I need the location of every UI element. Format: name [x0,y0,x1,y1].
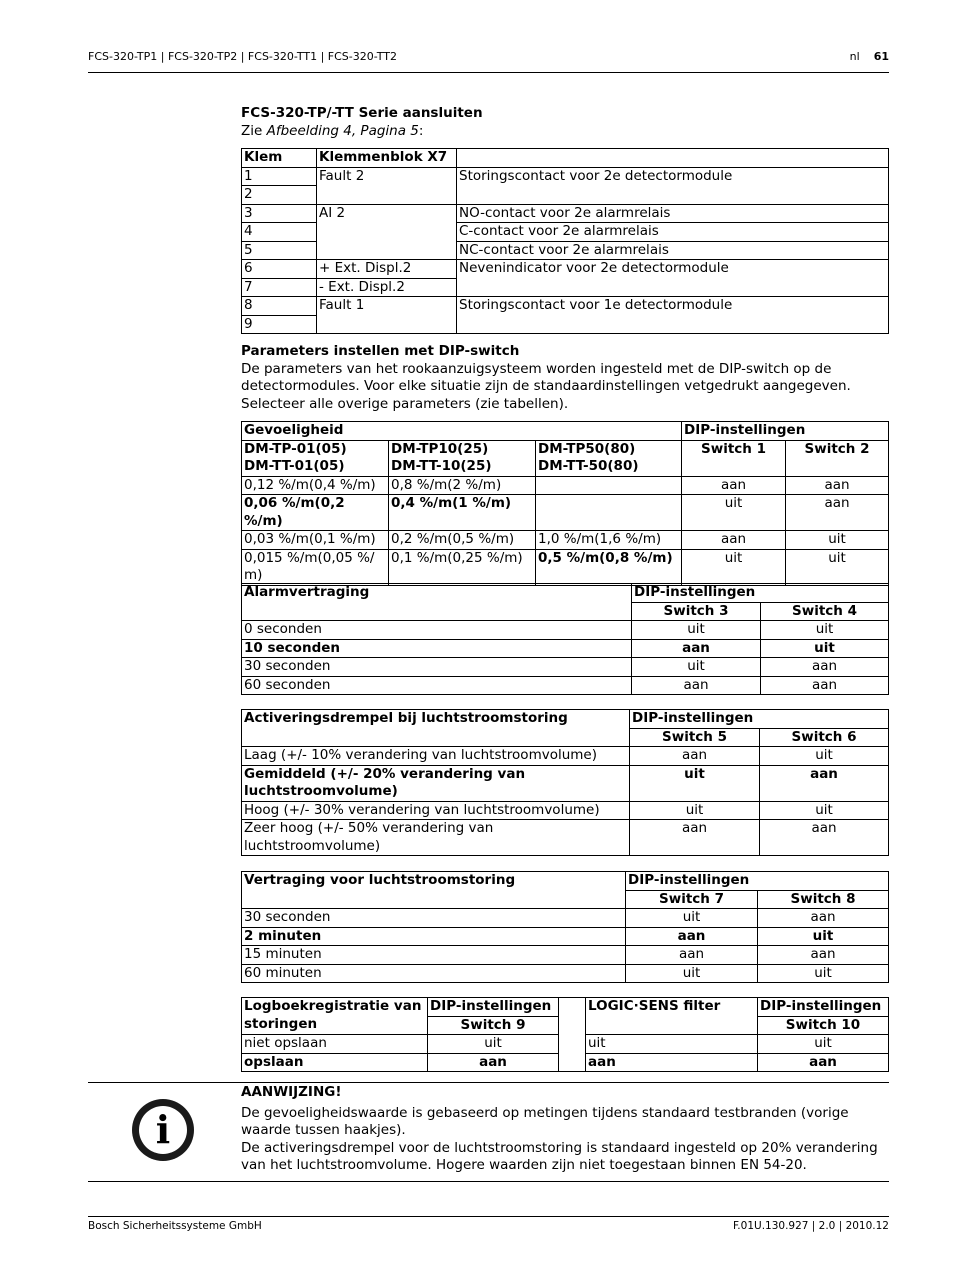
cell-default: 0,06 %/m(0,2 %/m) [242,495,389,531]
col-header-switch7: Switch 7 [626,890,758,909]
dip-header: DIP-instellingen [632,584,889,603]
footer-rule [88,1216,889,1217]
cell-default: uit [630,765,760,801]
dip-header: DIP-instellingen [758,998,889,1017]
cell: aan [630,747,760,766]
section-reference: Zie Afbeelding 4, Pagina 5: [241,122,424,139]
cell [536,476,682,495]
header-lang: nl [849,50,860,63]
table-row [242,747,889,766]
airflow-delay-table [241,871,889,983]
cell: uit [786,549,889,585]
cell: 60 minuten [242,964,626,983]
klem-cell: 7 [242,278,317,297]
block-cell: AI 2 [317,204,457,260]
desc-cell: Nevenindicator voor 2e detectormodule [457,260,889,297]
cell: uit [586,1035,758,1054]
col-header-block: Klemmenblok X7 [317,149,457,168]
col-header-tp50: DM-TP50(80) DM-TT-50(80) [536,440,682,476]
section-body: De parameters van het rookaanzuigsysteem worden ingesteld met de DIP-switch op de detectormodules. Voor elke situatie zijn de standaardinstellingen vetgedrukt aangegeven. Selecteer alle overige parameters (zie tabellen). [241,360,851,412]
cell-default: aan [760,765,889,801]
table-row [242,476,889,495]
table-row [242,820,889,856]
cell: uit [626,964,758,983]
table-header-row [242,998,889,1017]
cell-default: aan [428,1053,559,1072]
table-header-row [242,584,889,603]
note-bottom-rule [88,1181,889,1182]
klem-cell: 2 [242,186,317,205]
cell-default: uit [761,639,889,658]
cell: aan [758,946,889,965]
klem-cell: 8 [242,297,317,316]
table-row [242,167,889,186]
cell: Zeer hoog (+/- 50% verandering van luchtstroomvolume) [242,820,630,856]
cell: aan [632,676,761,695]
klem-cell: 4 [242,223,317,242]
cell: 0 seconden [242,621,632,640]
col-header-switch5: Switch 5 [630,728,760,747]
col-header-switch9: Switch 9 [428,1016,559,1035]
col-header-switch3: Switch 3 [632,602,761,621]
cell-default: 0,4 %/m(1 %/m) [389,495,536,531]
block-cell: Fault 1 [317,297,457,334]
note-title: AANWIJZING! [241,1084,342,1100]
cell: uit [428,1035,559,1054]
header-models: FCS-320-TP1 | FCS-320-TP2 | FCS-320-TT1 | FCS-320-TT2 [88,50,397,63]
cell: 0,12 %/m(0,4 %/m) [242,476,389,495]
cell-default: Gemiddeld (+/- 20% verandering van luchtstroomvolume) [242,765,630,801]
table-row [242,260,889,279]
cell: uit [761,621,889,640]
table-row [242,909,889,928]
table-header-row [242,422,889,441]
section-connect [241,105,889,140]
cell: 1,0 %/m(1,6 %/m) [536,531,682,550]
header-right [850,50,889,63]
table-row [242,946,889,965]
table-row [242,495,889,531]
note-paragraph: De activeringsdrempel voor de luchtstroomstoring is standaard ingesteld op 20% verandering van het luchtstroomvolume. Hogere waarden zijn niet toegestaan binnen EN 54-20. [241,1139,878,1173]
cell [536,495,682,531]
table-row [242,204,889,223]
klem-cell: 1 [242,167,317,186]
table-row [242,297,889,316]
header-rule [88,72,889,73]
col-header-switch10: Switch 10 [758,1016,889,1035]
note-top-rule [88,1082,889,1083]
spacer [559,998,586,1072]
table-row [242,639,889,658]
cell: 15 minuten [242,946,626,965]
cell: uit [786,531,889,550]
cell: aan [682,531,786,550]
note-paragraph: De gevoeligheidswaarde is gebaseerd op metingen tijdens standaard testbranden (vorige waarde tussen haakjes). [241,1104,849,1138]
cell-default: aan [758,1053,889,1072]
note-block [241,1084,889,1175]
cell: Hoog (+/- 30% verandering van luchtstroomvolume) [242,801,630,820]
cell: aan [682,476,786,495]
table-row [242,531,889,550]
page-header [88,50,889,63]
cell: 60 seconden [242,676,632,695]
logicsens-title: LOGIC·SENS filter [586,998,758,1035]
table-title: Vertraging voor luchtstroomstoring [242,872,626,909]
table-title: Activeringsdrempel bij luchtstroomstoring [242,710,630,747]
cell-default: aan [632,639,761,658]
cell: 30 seconden [242,909,626,928]
dip-header: DIP-instellingen [428,998,559,1017]
dip-header: DIP-instellingen [682,422,889,441]
table-header-row [242,872,889,891]
cell: 0,03 %/m(0,1 %/m) [242,531,389,550]
table-title: Alarmvertraging [242,584,632,621]
footer-doc: F.01U.130.927 | 2.0 | 2010.12 [732,1220,889,1232]
logbook-logicsens-table [241,997,889,1072]
section-dip [241,343,889,413]
col-header-desc [457,149,889,168]
table-row [242,964,889,983]
col-header-switch4: Switch 4 [761,602,889,621]
desc-cell: Storingscontact voor 1e detectormodule [457,297,889,334]
cell: aan [760,820,889,856]
table-header-row [242,149,889,168]
table-row [242,765,889,801]
col-header-switch2: Switch 2 [786,440,889,476]
table-row [242,621,889,640]
section-title: Parameters instellen met DIP-switch [241,343,520,359]
cell: aan [761,676,889,695]
sensitivity-table [241,421,889,586]
cell: uit [760,801,889,820]
desc-cell: C-contact voor 2e alarmrelais [457,223,889,242]
cell: 0,2 %/m(0,5 %/m) [389,531,536,550]
table-row [242,549,889,585]
page-footer [88,1220,889,1232]
cell: uit [632,658,761,677]
klem-cell: 3 [242,204,317,223]
dip-header: DIP-instellingen [626,872,889,891]
cell-default: 2 minuten [242,927,626,946]
cell-default: aan [626,927,758,946]
table-header-row [242,440,889,476]
table-header-row [242,710,889,729]
table-row [242,676,889,695]
section-title: FCS-320-TP/-TT Serie aansluiten [241,105,483,121]
klem-cell: 6 [242,260,317,279]
cell: uit [630,801,760,820]
airflow-threshold-table [241,709,889,856]
cell: uit [632,621,761,640]
table-row [242,658,889,677]
cell: uit [682,495,786,531]
cell-default: 10 seconden [242,639,632,658]
col-header-tp01: DM-TP-01(05) DM-TT-01(05) [242,440,389,476]
block-cell: + Ext. Displ.2 [317,260,457,279]
cell: uit [760,747,889,766]
cell: niet opslaan [242,1035,428,1054]
cell: 0,015 %/m(0,05 %/ m) [242,549,389,585]
dip-header: DIP-instellingen [630,710,889,729]
cell: aan [630,820,760,856]
col-header-klem: Klem [242,149,317,168]
logbook-title: Logboekregistratie van storingen [242,998,428,1035]
cell: 0,1 %/m(0,25 %/m) [389,549,536,585]
cell: uit [758,1035,889,1054]
footer-company: Bosch Sicherheitssysteme GmbH [88,1220,262,1232]
table-row [242,801,889,820]
cell: aan [758,909,889,928]
klem-cell: 9 [242,315,317,334]
alarm-delay-table [241,583,889,695]
cell-default: 0,5 %/m(0,8 %/m) [536,549,682,585]
cell: 0,8 %/m(2 %/m) [389,476,536,495]
col-header-switch8: Switch 8 [758,890,889,909]
cell-default: opslaan [242,1053,428,1072]
info-icon: i [132,1099,194,1161]
cell: Laag (+/- 10% verandering van luchtstroomvolume) [242,747,630,766]
page-number: 61 [873,50,889,63]
cell: aan [626,946,758,965]
klem-cell: 5 [242,241,317,260]
cell: 30 seconden [242,658,632,677]
cell-default: aan [586,1053,758,1072]
col-header-tp10: DM-TP10(25) DM-TT-10(25) [389,440,536,476]
col-header-switch1: Switch 1 [682,440,786,476]
cell-default: uit [758,927,889,946]
cell: uit [758,964,889,983]
cell: aan [761,658,889,677]
block-cell: - Ext. Displ.2 [317,278,457,297]
col-header-switch6: Switch 6 [760,728,889,747]
terminal-table [241,148,889,334]
cell: aan [786,476,889,495]
cell: aan [786,495,889,531]
desc-cell: NO-contact voor 2e alarmrelais [457,204,889,223]
cell: uit [682,549,786,585]
table-title: Gevoeligheid [242,422,682,441]
desc-cell: Storingscontact voor 2e detectormodule [457,167,889,204]
table-row [242,927,889,946]
cell: uit [626,909,758,928]
block-cell: Fault 2 [317,167,457,204]
desc-cell: NC-contact voor 2e alarmrelais [457,241,889,260]
